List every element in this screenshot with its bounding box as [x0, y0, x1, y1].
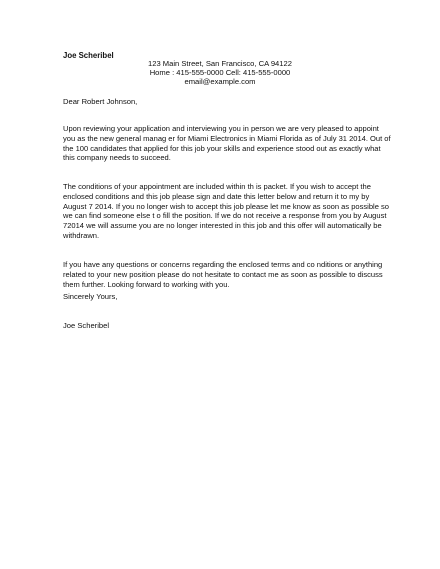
- paragraph-line: the 100 candidates that applied for this job your skills and experience stood out as exactly what: [63, 143, 381, 153]
- sender-name: Joe Scheribel: [63, 51, 114, 60]
- paragraph-line: The conditions of your appointment are included within th is packet. If you wish to accept the: [63, 182, 371, 191]
- paragraph-line: you as the new general manag er for Miami Electronics in Miami Florida as of July 31 2014. Out of: [63, 133, 391, 143]
- paragraph-conditions: [63, 182, 389, 241]
- email-address: email@example.com: [184, 77, 256, 87]
- paragraph-line: related to your new position please do not hesitate to contact me as soon as possible to discuss: [63, 269, 383, 279]
- paragraph-line: we can find someone else t o fill the position. If we do not receive a response from you by August: [63, 211, 387, 221]
- signature-name: Joe Scheribel: [63, 321, 110, 330]
- paragraph-line: If you have any questions or concerns regarding the enclosed terms and co nditions or anything: [63, 260, 383, 269]
- paragraph-line: enclosed conditions and this job please sign and date this letter below and return it to my by: [63, 191, 370, 201]
- paragraph-questions: [63, 260, 383, 289]
- phone-numbers: Home : 415-555-0000 Cell: 415-555-0000: [149, 68, 291, 78]
- paragraph-appointment: [63, 124, 391, 163]
- paragraph-line: withdrawn.: [63, 230, 100, 240]
- paragraph-line: August 7 2014. If you no longer wish to accept this job please let me know as soon as possible so: [63, 201, 389, 211]
- paragraph-line: them further. Looking forward to working with you.: [63, 279, 230, 289]
- address-block: [120, 59, 320, 87]
- paragraph-line: this company needs to succeed.: [63, 153, 171, 163]
- paragraph-line: 72014 we will assume you are no longer interested in this job and this offer will automatically be: [63, 221, 382, 231]
- street-address: 123 Main Street, San Francisco, CA 94122: [148, 59, 292, 68]
- salutation: Dear Robert Johnson,: [63, 97, 138, 106]
- closing: Sincerely Yours,: [63, 292, 118, 301]
- paragraph-line: Upon reviewing your application and interviewing you in person we are very pleased to appoint: [63, 124, 379, 133]
